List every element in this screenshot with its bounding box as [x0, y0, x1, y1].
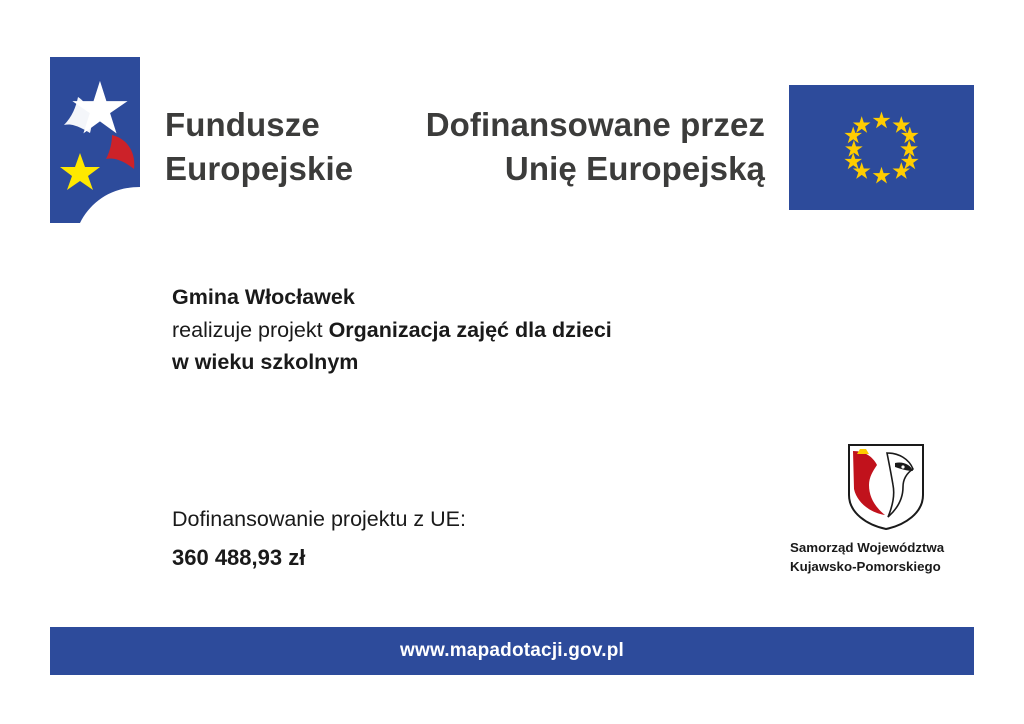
project-title-part-1: Organizacja zajęć dla dzieci	[328, 317, 612, 342]
voivodeship-caption	[790, 538, 984, 577]
fundusze-europejskie-wordmark	[165, 103, 353, 191]
logo-header-band	[0, 0, 1024, 250]
eu-wordmark-line-2: Unię Europejską	[504, 150, 765, 188]
eu-wordmark-line-1: Dofinansowane przez	[425, 106, 765, 143]
eu-cofinancing-wordmark	[400, 103, 765, 191]
fundusze-europejskie-emblem	[50, 57, 140, 223]
project-description	[172, 281, 612, 379]
fe-wordmark-line-2: Europejskie	[165, 150, 354, 188]
project-title-part-2: w wieku szkolnym	[172, 350, 359, 375]
footer-url-text[interactable]: www.mapadotacji.gov.pl	[400, 640, 624, 661]
fe-wordmark-line-1: Fundusze	[165, 106, 320, 143]
funding-label: Dofinansowanie projektu z UE:	[172, 507, 466, 531]
funding-amount: 360 488,93 zł	[172, 545, 306, 571]
eu-flag-icon	[789, 85, 974, 210]
beneficiary-name	[172, 281, 612, 314]
kujawsko-pomorskie-crest	[847, 443, 925, 531]
voivodeship-caption-line-1: Samorząd Województwa	[790, 540, 945, 555]
project-title-line-1	[172, 314, 612, 347]
beneficiary-name-text: Gmina Włocławek	[172, 285, 355, 309]
funding-information	[172, 503, 466, 574]
project-intro-text: realizuje projekt	[172, 317, 323, 342]
voivodeship-caption-line-2: Kujawsko-Pomorskiego	[790, 559, 941, 575]
project-title-line-2	[172, 346, 612, 379]
footer-url-bar	[50, 627, 974, 675]
